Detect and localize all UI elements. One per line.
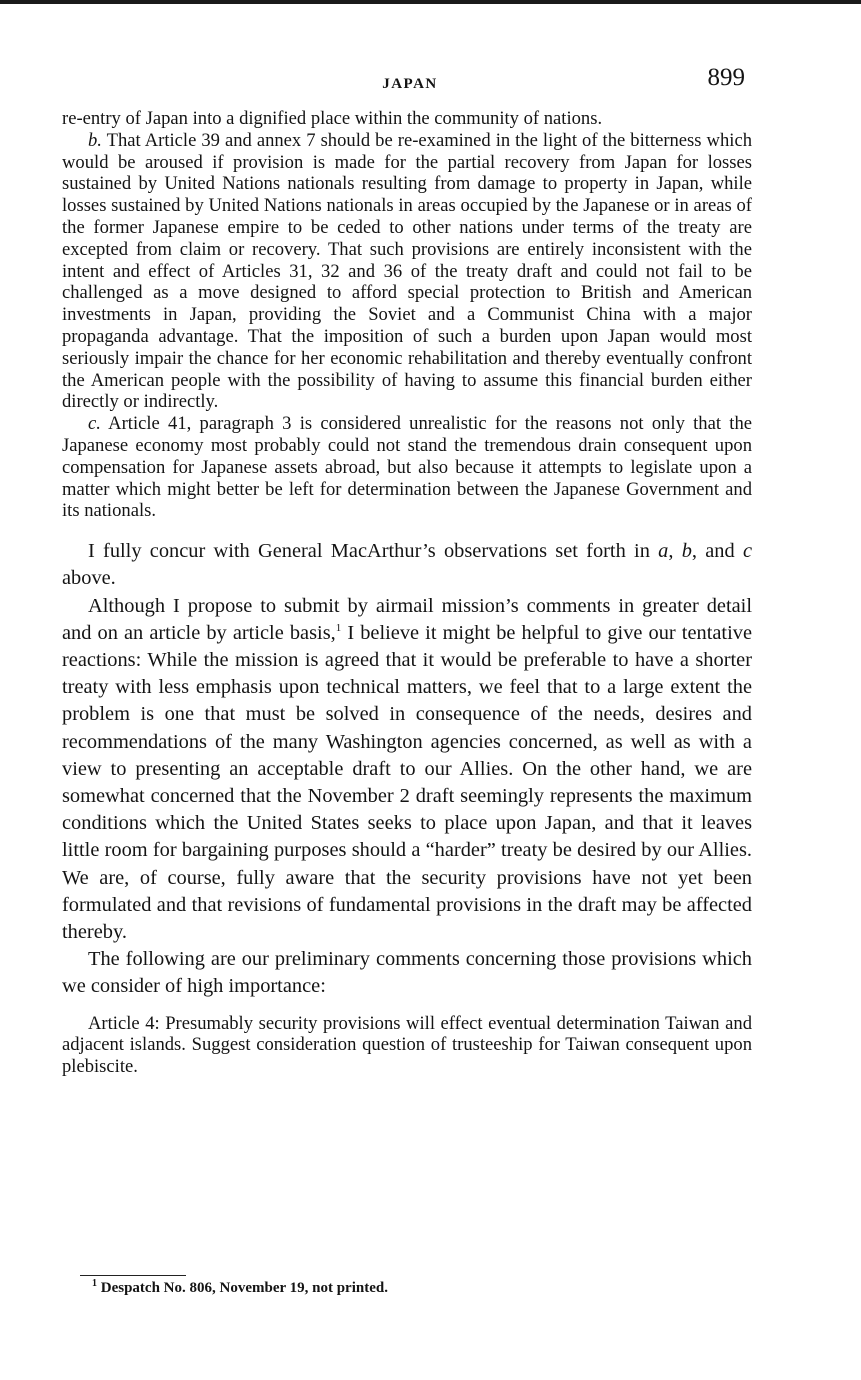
item-c-text: Article 41, paragraph 3 is considered unrealistic for the reasons not only that the Japanese economy most probably could not stand the tremendous drain consequent upon compensation for Japanese assets abroad, but also because it attempts to legislate upon a matter which might better be left for determination between the Japanese Government and its nationals.	[62, 413, 753, 522]
concur-ref-a: a	[658, 540, 669, 563]
paragraph-concur	[62, 538, 752, 592]
footnote-rule	[80, 1275, 186, 1276]
running-head	[0, 64, 861, 102]
paragraph-item-b	[62, 130, 752, 413]
running-title: JAPAN	[382, 76, 438, 92]
concur-end: above.	[62, 567, 116, 590]
paragraph-article-4: Article 4: Presumably security provisions will effect eventual determination Taiwan and adjacent islands. Suggest consideration question of trusteeship for Taiwan consequent upon plebiscite.	[62, 1012, 752, 1078]
footnote-text: Despatch No. 806, November 19, not printed.	[97, 1280, 388, 1296]
paragraph-item-c	[62, 413, 752, 522]
concur-ref-b: b	[681, 540, 692, 563]
footnote-marker: 1	[92, 1278, 97, 1289]
concur-sep-2: , and	[691, 540, 743, 563]
concur-ref-c: c	[742, 540, 752, 563]
concur-sep-1: ,	[668, 540, 682, 563]
page-number: 899	[707, 64, 745, 91]
footnote-reference: 1	[335, 621, 342, 634]
footnote	[92, 1280, 388, 1297]
item-b-text: That Article 39 and annex 7 should be re-examined in the light of the bitterness which would be aroused if provision is made for the partial recovery from Japan for losses sustained by United Nations nationals resulting from damage to property in Japan, while losses sustained by United Nations nationals in areas occupied by the Japanese or in areas of the former Japanese empire to be ceded to other nations under terms of the treaty are excepted from claim or recovery. That such provisions are entirely inconsistent with the intent and effect of Articles 31, 32 and 36 of the treaty draft and could not fail to be challenged as a move designed to afford special protection to British and American investments in Japan, providing the Soviet and a Communist China with a major propaganda advantage. That the imposition of such a burden upon Japan would most seriously impair the chance for her economic rehabilitation and thereby eventually confront the American people with the possibility of having to assume this financial burden either directly or indirectly.	[62, 129, 752, 413]
paragraph-continuation: re-entry of Japan into a dignified place within the community of nations.	[62, 108, 603, 129]
item-label-c: c.	[88, 413, 101, 435]
paragraph-preliminary: The following are our preliminary comments concerning those provisions which we consider of high importance:	[62, 948, 752, 998]
body-text	[62, 108, 752, 1078]
concur-text: I fully concur with General MacArthur’s observations set forth in	[88, 540, 650, 563]
top-border-rule	[0, 0, 861, 4]
reactions-text-before: Although I propose to submit by airmail mission’s comments in greater detail and on an article by article basis,	[62, 594, 752, 644]
reactions-text-after: I believe it might be helpful to give our tentative reactions: While the mission is agreed that it would be preferable to have a shorter treaty with less emphasis upon technical matters, we feel that to a large extent the problem is one that must be solved in consequence of the needs, desires and recommendations of the many Washington agencies concerned, as well as with a view to presenting an acceptable draft to our Allies. On the other hand, we are somewhat concerned that the November 2 draft seemingly represents the maximum conditions which the United States seeks to place upon Japan, and that it leaves little room for bargaining purposes should a “harder” treaty be desired by our Allies. We are, of course, fully aware that the security provisions have not yet been formulated and that revisions of fundamental provisions in the draft may be affected thereby.	[62, 621, 753, 943]
item-label-b: b.	[88, 129, 102, 151]
paragraph-reactions	[62, 593, 752, 947]
